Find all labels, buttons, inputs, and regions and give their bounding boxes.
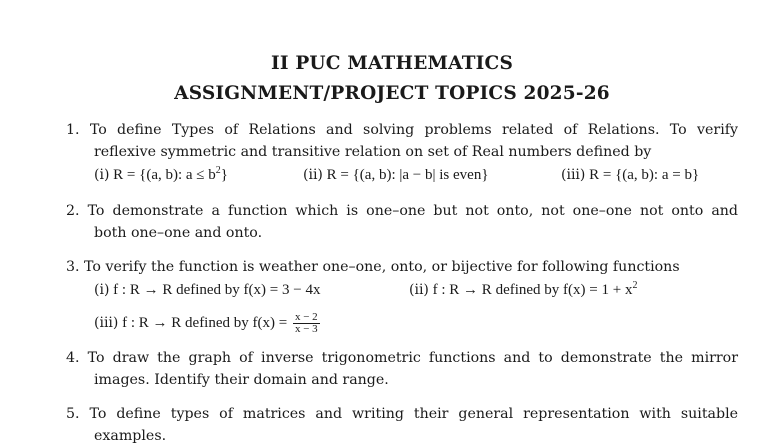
topic-3-option-1: [94, 281, 320, 299]
topic-3-option-3: [94, 312, 320, 335]
option-label: (ii): [303, 167, 323, 183]
topic-3-line-1: 3. To verify the function is weather one–one, onto, or bijective for following functions: [66, 259, 680, 275]
option-label: (ii): [409, 282, 429, 298]
fraction: [293, 312, 320, 335]
relation-expression-end: }: [220, 167, 228, 183]
option-label: (i): [94, 282, 110, 298]
exponent: 2: [632, 280, 638, 291]
option-label: (i): [94, 167, 110, 183]
relation-expression: R = {(a, b): a = b}: [589, 167, 700, 183]
topic-2-line-1: 2. To demonstrate a function which is one–one but not onto, not one–one not onto and: [66, 203, 738, 219]
option-label: (iii): [94, 314, 119, 331]
relation-expression: R = {(a, b): a ≤ b: [113, 167, 216, 183]
topic-1-line-1: 1. To define Types of Relations and solving problems related of Relations. To verify: [66, 122, 738, 138]
topic-5-line-1: 5. To define types of matrices and writing their general representation with suitable: [66, 406, 738, 422]
fraction-denominator: x − 3: [294, 323, 318, 335]
topic-4-line-2: images. Identify their domain and range.: [94, 372, 389, 388]
relation-expression: R = {(a, b): |a − b| is even}: [326, 167, 489, 183]
option-label: (iii): [561, 167, 586, 183]
document-subtitle: ASSIGNMENT/PROJECT TOPICS 2025-26: [174, 83, 610, 104]
fraction-numerator: x − 2: [294, 311, 318, 323]
function-expression: f : R → R defined by f(x) =: [122, 314, 288, 331]
exponent: 2: [215, 165, 221, 176]
document-title: II PUC MATHEMATICS: [270, 53, 514, 74]
function-expression: f : R → R defined by f(x) = 3 − 4x: [113, 282, 321, 298]
topic-3-option-2: [409, 281, 637, 299]
topic-1-line-2: reflexive symmetric and transitive relation on set of Real numbers defined by: [94, 144, 652, 160]
topic-4-line-1: 4. To draw the graph of inverse trigonometric functions and to demonstrate the mirror: [66, 350, 738, 366]
topic-2-line-2: both one–one and onto.: [94, 225, 263, 241]
topic-5-line-2: examples.: [94, 428, 167, 444]
function-expression: f : R → R defined by f(x) = 1 + x: [432, 282, 633, 298]
topic-1-option-1: [94, 166, 228, 184]
topic-1-option-2: [303, 166, 489, 184]
topic-1-option-3: [561, 166, 699, 184]
